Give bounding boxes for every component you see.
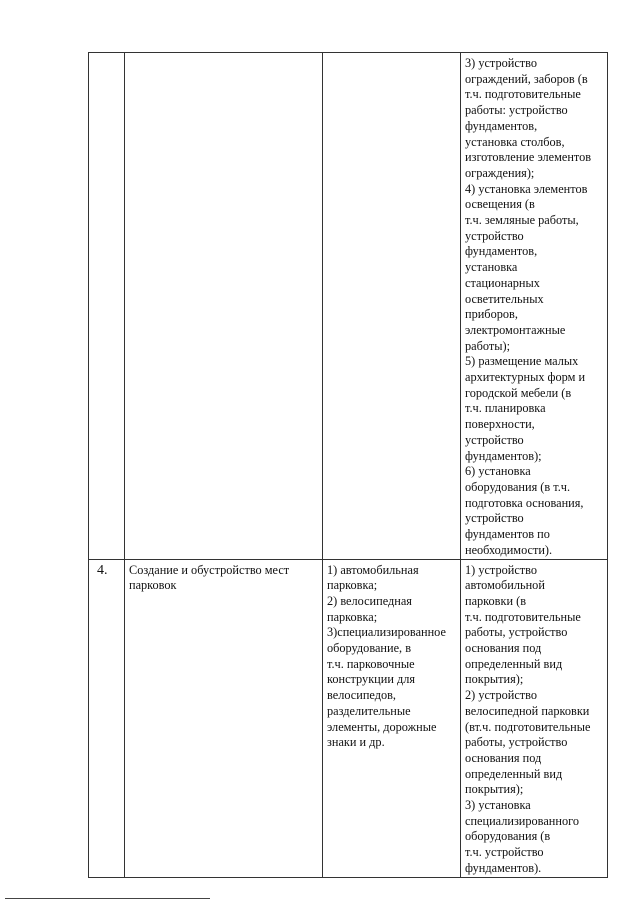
row-number-cell xyxy=(89,53,125,560)
row-elements-cell xyxy=(323,53,461,560)
row-name-cell xyxy=(125,53,323,560)
row-name-cell: Создание и обустройство мест парковок xyxy=(125,559,323,877)
row-elements-cell: 1) автомобильная парковка; 2) велосипедная парковка; 3)специализированное оборудование, в т.ч. парковочные конструкции для велосипедов, разделительные элементы, дорожные знаки и др. xyxy=(323,559,461,877)
table-row xyxy=(89,559,608,877)
row-works-cell: 3) устройство ограждений, заборов (в т.ч. подготовительные работы: устройство фундаментов, установка столбов, изготовление элементов ограждения); 4) установка элементов освещения (в т.ч. земляные работы, устройство фундаментов, установка стационарных осветительных приборов, электромонтажные работы); 5) размещение малых архитектурных форм и городской мебели (в т.ч. планировка поверхности, устройство фундаментов); 6) установка оборудования (в т.ч. подготовка основания, устройство фундаментов по необходимости). xyxy=(461,53,608,560)
footnote-separator xyxy=(5,898,210,899)
works-table xyxy=(88,52,608,878)
row-number-cell: 4. xyxy=(89,559,125,877)
table-row xyxy=(89,53,608,560)
row-works-cell: 1) устройство автомобильной парковки (в т.ч. подготовительные работы, устройство основания под определенный вид покрытия); 2) устройство велосипедной парковки (вт.ч. подготовительные работы, устройство основания под определенный вид покрытия); 3) установка специализированного оборудования (в т.ч. устройство фундаментов). xyxy=(461,559,608,877)
